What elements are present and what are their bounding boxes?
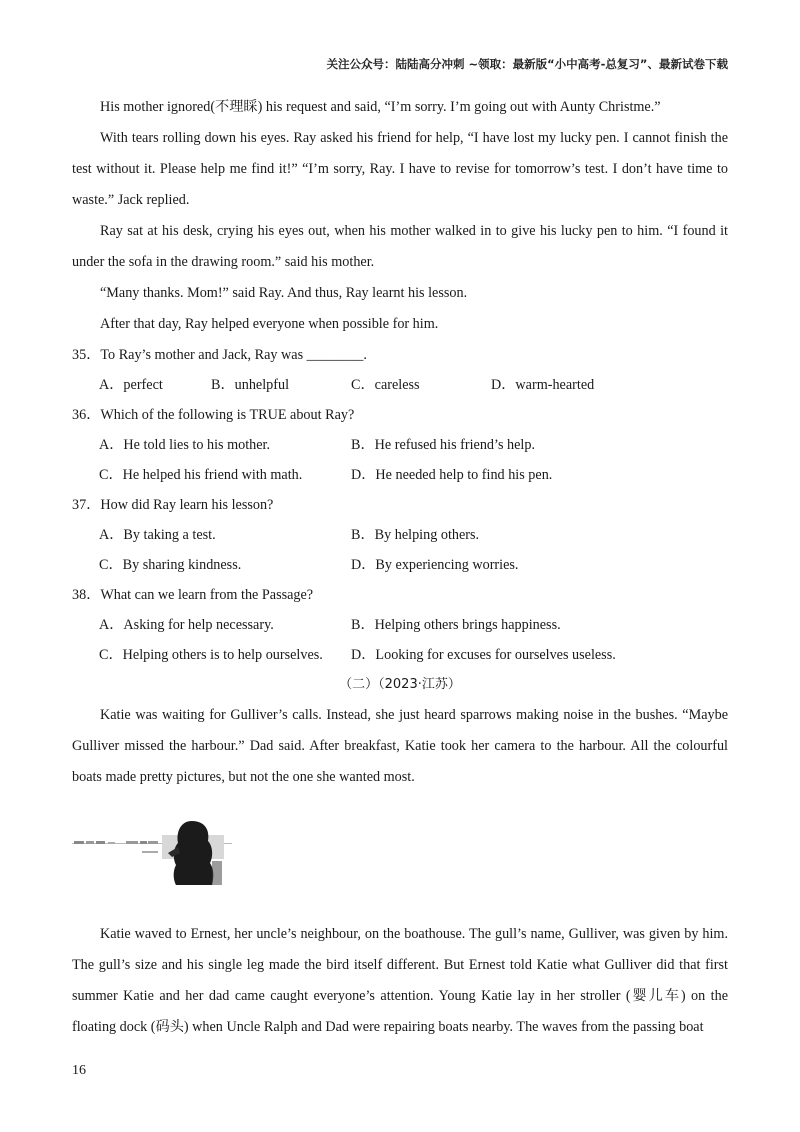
paragraph: “Many thanks. Mom!” said Ray. And thus, Ray learnt his lesson. xyxy=(100,285,468,301)
paragraph: With tears rolling down his eyes. Ray asked his friend for help, “I have lost my lucky pen. I cannot finish the test without it. Please help me find it!” “I’m sorry, Ray. I have to revise for tomorrow’s test. I don’t have time to waste.” Jack replied. xyxy=(72,130,728,208)
page-header: 关注公众号：陆陆高分冲刺 ~领取：最新版“小中高考-总复习”、最新试卷下载 xyxy=(326,57,728,71)
paragraph: His mother ignored(不理睬) his request and said, “I’m sorry. I’m going out with Aunty Christme.” xyxy=(100,99,661,115)
option-b: B．unhelpful xyxy=(211,377,290,393)
illustration-girl-photo xyxy=(72,793,728,913)
document-body xyxy=(72,92,728,1043)
option-c: C．Helping others is to help ourselves. xyxy=(99,647,323,663)
question-37: 37．How did Ray learn his lesson? xyxy=(72,497,274,513)
question-37-options-row1 xyxy=(99,520,728,550)
question-38-options-row1 xyxy=(99,610,728,640)
option-c: C．By sharing kindness. xyxy=(99,557,242,573)
option-a: A．perfect xyxy=(99,377,163,393)
paragraph: After that day, Ray helped everyone when possible for him. xyxy=(100,316,439,332)
option-d: D．By experiencing worries. xyxy=(351,557,519,573)
question-35-options xyxy=(99,370,728,400)
question-36-options-row1 xyxy=(99,430,728,460)
option-c: C．He helped his friend with math. xyxy=(99,467,303,483)
girl-silhouette-image xyxy=(72,817,232,887)
option-a: A．Asking for help necessary. xyxy=(99,617,274,633)
question-36-options-row2 xyxy=(99,460,728,490)
option-c: C．careless xyxy=(351,377,420,393)
paragraph: Katie was waiting for Gulliver’s calls. Instead, she just heard sparrows making noise in the bushes. “Maybe Gulliver missed the harbour.” Dad said. After breakfast, Katie took her camera to the harbour. All the colourful boats made pretty pictures, but not the one she wanted most. xyxy=(72,707,728,785)
option-b: B．Helping others brings happiness. xyxy=(351,617,561,633)
paragraph: Ray sat at his desk, crying his eyes out, when his mother walked in to give his lucky pen to him. “I found it under the sofa in the drawing room.” said his mother. xyxy=(72,223,728,270)
question-35: 35．To Ray’s mother and Jack, Ray was ________. xyxy=(72,347,367,363)
page-number: 16 xyxy=(72,1063,86,1078)
section-heading: （二）（2023·江苏） xyxy=(339,677,461,692)
option-a: A．He told lies to his mother. xyxy=(99,437,271,453)
option-b: B．By helping others. xyxy=(351,527,480,543)
option-b: B．He refused his friend’s help. xyxy=(351,437,536,453)
option-a: A．By taking a test. xyxy=(99,527,216,543)
question-36: 36．Which of the following is TRUE about Ray? xyxy=(72,407,355,423)
option-d: D．Looking for excuses for ourselves useless. xyxy=(351,647,616,663)
option-d: D．He needed help to find his pen. xyxy=(351,467,553,483)
question-38-options-row2 xyxy=(99,640,728,670)
question-38: 38．What can we learn from the Passage? xyxy=(72,587,314,603)
option-d: D．warm-hearted xyxy=(491,377,595,393)
paragraph: Katie waved to Ernest, her uncle’s neighbour, on the boathouse. The gull’s name, Gulliver, was given by him. The gull’s size and his single leg made the bird itself different. But Ernest told Katie what Gulliver did that first summer Katie and her dad came caught everyone’s attention. Young Katie lay in her stroller (婴儿车) on the floating dock (码头) when Uncle Ralph and Dad were repairing boats nearby. The waves from the passing boat xyxy=(72,926,728,1035)
question-37-options-row2 xyxy=(99,550,728,580)
